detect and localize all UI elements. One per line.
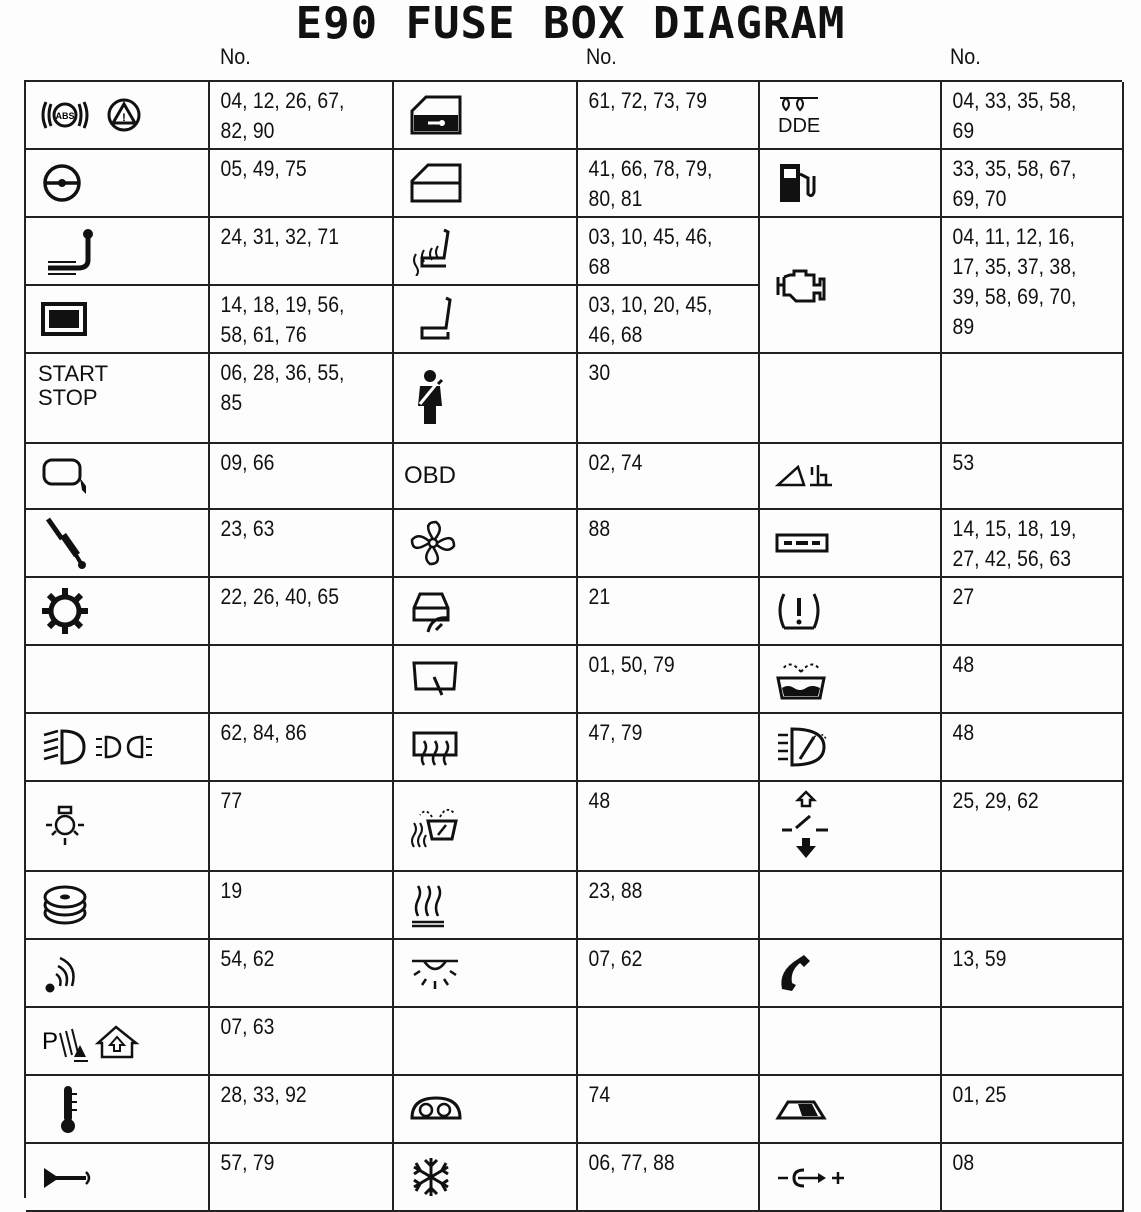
fuse-numbers: 25, 29, 62	[942, 782, 1124, 872]
abs-brake-warning-icon	[26, 82, 210, 150]
fuse-numbers: 41, 66, 78, 79, 80, 81	[578, 150, 760, 218]
fan-icon	[394, 510, 578, 578]
fuse-numbers: 62, 84, 86	[210, 714, 394, 782]
fuse-numbers: 06, 28, 36, 55, 85	[210, 354, 394, 444]
fuse-numbers: 47, 79	[578, 714, 760, 782]
empty-cell	[942, 872, 1124, 940]
wireless-signal-icon	[26, 940, 210, 1008]
fuse-numbers: 22, 26, 40, 65	[210, 578, 394, 646]
door-window-icon	[394, 150, 578, 218]
empty-cell	[760, 354, 942, 444]
speedometer-car-icon	[394, 578, 578, 646]
svg-text:!: !	[122, 112, 126, 124]
fuse-numbers: 53	[942, 444, 1124, 510]
fuse-numbers: 19	[210, 872, 394, 940]
park-distance-garage-icon	[26, 1008, 210, 1076]
fuse-numbers: 07, 62	[578, 940, 760, 1008]
fuse-numbers: 77	[210, 782, 394, 872]
gear-icon	[26, 578, 210, 646]
ac-snowflake-icon	[394, 1144, 578, 1212]
fuse-numbers: 06, 77, 88	[578, 1144, 760, 1212]
display-screen-icon	[26, 286, 210, 354]
interior-light-icon	[26, 782, 210, 872]
page-title: E90 FUSE BOX DIAGRAM	[295, 0, 846, 49]
seatbelt-icon	[394, 354, 578, 444]
empty-cell	[26, 646, 210, 714]
headlight-foglight-icon	[26, 714, 210, 782]
instrument-cluster-icon	[394, 1076, 578, 1144]
door-lock-icon	[394, 82, 578, 150]
empty-cell	[942, 1008, 1124, 1076]
fuse-numbers: 57, 79	[210, 1144, 394, 1212]
fuse-numbers: 09, 66	[210, 444, 394, 510]
shock-absorber-icon	[26, 510, 210, 578]
fuse-numbers: 21	[578, 578, 760, 646]
fuse-numbers: 23, 63	[210, 510, 394, 578]
fuse-numbers: 01, 50, 79	[578, 646, 760, 714]
fuse-numbers: 04, 11, 12, 16, 17, 35, 37, 38, 39, 58, 69, 70, 89	[942, 218, 1124, 354]
fuse-numbers: 05, 49, 75	[210, 150, 394, 218]
empty-cell	[760, 1008, 942, 1076]
fuse-numbers: 01, 25	[942, 1076, 1124, 1144]
fuse-numbers: 48	[942, 714, 1124, 782]
seat-icon	[394, 286, 578, 354]
fuse-numbers: 14, 15, 18, 19, 27, 42, 56, 63	[942, 510, 1124, 578]
fuse-numbers: 13, 59	[942, 940, 1124, 1008]
up-down-switch-icon	[760, 782, 942, 872]
fuse-numbers: 14, 18, 19, 56, 58, 61, 76	[210, 286, 394, 354]
fuse-numbers: 03, 10, 45, 46, 68	[578, 218, 760, 286]
start-stop-label: START STOP	[26, 354, 210, 444]
diesel-glow-plug-icon	[760, 82, 942, 150]
empty-cell	[578, 1008, 760, 1076]
fuse-numbers: 08	[942, 1144, 1124, 1212]
fuse-numbers: 07, 63	[210, 1008, 394, 1076]
fuse-numbers: 33, 35, 58, 67, 69, 70	[942, 150, 1124, 218]
fuse-numbers: 61, 72, 73, 79	[578, 82, 760, 150]
steering-wheel-icon	[26, 150, 210, 218]
washer-heater-icon	[394, 782, 578, 872]
headlight-washer-icon	[760, 714, 942, 782]
phone-icon	[760, 940, 942, 1008]
fuse-numbers: 48	[578, 782, 760, 872]
fuse-numbers: 88	[578, 510, 760, 578]
fuse-numbers: 04, 12, 26, 67, 82, 90	[210, 82, 394, 150]
fuse-numbers: 27	[942, 578, 1124, 646]
cd-changer-icon	[26, 872, 210, 940]
svg-text:P: P	[42, 1028, 59, 1055]
trailer-hitch-icon	[760, 444, 942, 510]
tire-pressure-icon	[760, 578, 942, 646]
heater-icon	[394, 872, 578, 940]
horn-icon	[26, 1144, 210, 1212]
thermometer-icon	[26, 1076, 210, 1144]
fuse-numbers: 02, 74	[578, 444, 760, 510]
power-outlet-icon	[760, 1144, 942, 1212]
fuse-numbers: 23, 88	[578, 872, 760, 940]
heated-seat-icon	[394, 218, 578, 286]
dde-label: DDE	[778, 115, 821, 137]
fuse-numbers: 03, 10, 20, 45, 46, 68	[578, 286, 760, 354]
check-engine-icon	[760, 218, 942, 354]
column-header-3: No.	[950, 44, 981, 69]
fuse-table	[24, 80, 1122, 1198]
empty-cell	[394, 1008, 578, 1076]
rear-defrost-icon	[394, 714, 578, 782]
svg-text:ABS: ABS	[55, 111, 75, 121]
mirror-icon	[26, 444, 210, 510]
fuse-numbers: 30	[578, 354, 760, 444]
fuse-numbers: 54, 62	[210, 940, 394, 1008]
sunroof-icon	[760, 1076, 942, 1144]
rear-wiper-icon	[394, 646, 578, 714]
empty-cell	[760, 872, 942, 940]
fuse-numbers: 28, 33, 92	[210, 1076, 394, 1144]
column-header-1: No.	[220, 44, 251, 69]
column-header-2: No.	[586, 44, 617, 69]
fuse-numbers: 04, 33, 35, 58, 69	[942, 82, 1124, 150]
dome-light-icon	[394, 940, 578, 1008]
fuse-numbers: 24, 31, 32, 71	[210, 218, 394, 286]
fuse-numbers: 48	[942, 646, 1124, 714]
obd-label: OBD	[394, 444, 578, 510]
empty-cell	[942, 354, 1124, 444]
fuse-numbers: 74	[578, 1076, 760, 1144]
fuel-pump-icon	[760, 150, 942, 218]
steering-column-icon	[26, 218, 210, 286]
empty-cell	[210, 646, 394, 714]
washer-fluid-icon	[760, 646, 942, 714]
radio-icon	[760, 510, 942, 578]
